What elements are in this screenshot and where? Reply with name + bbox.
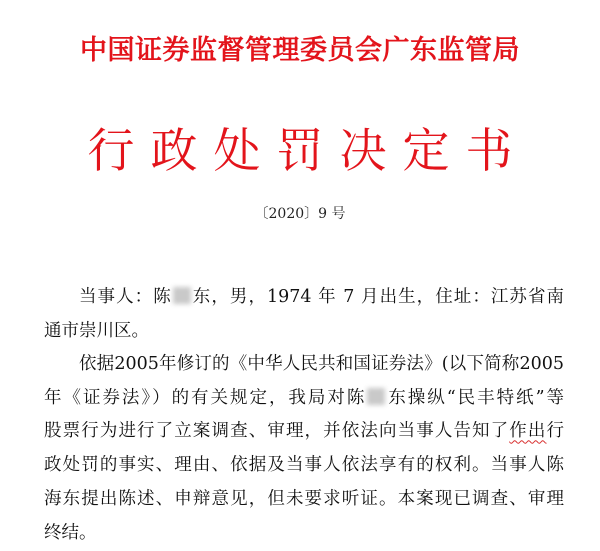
party-label: 当事人：陈 <box>79 287 172 307</box>
redacted-name-mark <box>173 287 191 304</box>
basis-line-1: 依据2005年修订的《中华人民共和国证券法》(以下简称2005 <box>79 354 564 374</box>
basis-line-4: 政处罚的事实、理由、依据及当事人依法享有的权利。当事人陈 <box>44 455 564 476</box>
basis-line-2-start: 年《证券法》）的有关规定，我局对陈 <box>44 387 367 408</box>
party-paragraph <box>44 281 564 348</box>
document-number: 〔2020〕9 号 <box>254 206 346 222</box>
party-line-1 <box>44 281 564 315</box>
basis-line-3 <box>44 415 564 449</box>
basis-line-2-end: 东操纵“民丰特纸”等 <box>386 387 564 408</box>
basis-paragraph <box>44 348 564 550</box>
party-line-2: 通市崇川区。 <box>44 320 149 341</box>
basis-line-3-end: 行 <box>546 421 565 442</box>
basis-line-6: 终结。 <box>44 522 97 543</box>
redacted-name-mark <box>367 388 385 405</box>
issuing-agency: 中国证券监督管理委员会广东监管局 <box>80 35 520 66</box>
basis-line-5: 海东提出陈述、申辩意见，但未要求听证。本案现已调查、审理 <box>44 488 564 509</box>
document-title: 行政处罚决定书 <box>87 124 529 179</box>
basis-line-3-start: 股票行为进行了立案调查、审理，并依法向当事人告知了 <box>44 421 510 442</box>
party-details: 东，男，1974 年 7 月出生，住址：江苏省南 <box>191 287 565 307</box>
basis-line-2 <box>44 382 564 416</box>
spellcheck-marked-word: 作出 <box>509 421 547 442</box>
